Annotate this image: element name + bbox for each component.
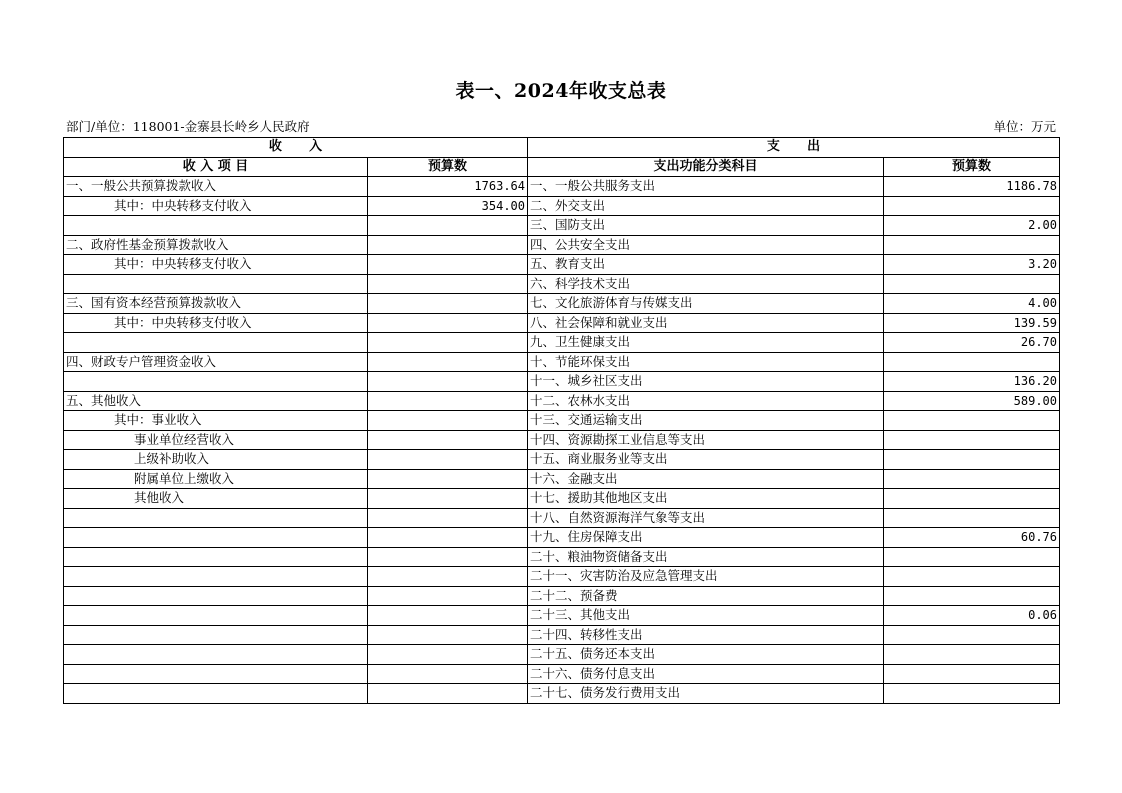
- expense-budget-header: 预算数: [884, 157, 1060, 177]
- table-row: [64, 255, 1060, 275]
- income-item-cell: [64, 606, 368, 626]
- income-item-cell: [64, 547, 368, 567]
- column-header-row: [64, 157, 1060, 177]
- expense-budget-cell: 26.70: [884, 333, 1060, 353]
- table-row: [64, 684, 1060, 704]
- expense-item-cell: 二十四、转移性支出: [528, 625, 884, 645]
- expense-item-cell: 十一、城乡社区支出: [528, 372, 884, 392]
- income-budget-cell: [368, 567, 528, 587]
- income-item-cell: [64, 528, 368, 548]
- income-budget-cell: [368, 625, 528, 645]
- table-row: [64, 567, 1060, 587]
- table-row: [64, 196, 1060, 216]
- expense-item-cell: 十六、金融支出: [528, 469, 884, 489]
- income-item-cell: [64, 274, 368, 294]
- expense-item-cell: 十三、交通运输支出: [528, 411, 884, 431]
- expense-item-cell: 九、卫生健康支出: [528, 333, 884, 353]
- expense-budget-cell: 3.20: [884, 255, 1060, 275]
- income-budget-cell: [368, 528, 528, 548]
- expense-budget-cell: [884, 489, 1060, 509]
- expense-item-cell: 十五、商业服务业等支出: [528, 450, 884, 470]
- expense-item-cell: 二十三、其他支出: [528, 606, 884, 626]
- income-item-cell: 其他收入: [64, 489, 368, 509]
- table-row: [64, 489, 1060, 509]
- income-budget-cell: [368, 216, 528, 236]
- income-item-cell: [64, 664, 368, 684]
- income-item-header: 收 入 项 目: [64, 157, 368, 177]
- table-row: [64, 645, 1060, 665]
- expense-budget-cell: [884, 567, 1060, 587]
- income-item-cell: [64, 216, 368, 236]
- expense-budget-cell: [884, 664, 1060, 684]
- expense-budget-cell: [884, 196, 1060, 216]
- income-item-cell: [64, 586, 368, 606]
- income-budget-cell: [368, 352, 528, 372]
- expense-item-cell: 二十六、债务付息支出: [528, 664, 884, 684]
- expense-item-cell: 十七、援助其他地区支出: [528, 489, 884, 509]
- expense-item-cell: 七、文化旅游体育与传媒支出: [528, 294, 884, 314]
- expense-budget-cell: [884, 625, 1060, 645]
- section-header-row: [64, 138, 1060, 158]
- income-item-cell: 事业单位经营收入: [64, 430, 368, 450]
- income-budget-cell: [368, 508, 528, 528]
- income-item-cell: [64, 625, 368, 645]
- expense-budget-cell: [884, 274, 1060, 294]
- table-row: [64, 625, 1060, 645]
- page-title: 表一、2024年收支总表: [455, 80, 667, 102]
- expense-budget-cell: 4.00: [884, 294, 1060, 314]
- income-budget-cell: [368, 411, 528, 431]
- income-item-cell: 三、国有资本经营预算拨款收入: [64, 294, 368, 314]
- expense-item-cell: 八、社会保障和就业支出: [528, 313, 884, 333]
- income-item-cell: [64, 372, 368, 392]
- income-budget-cell: [368, 606, 528, 626]
- table-row: [64, 294, 1060, 314]
- income-budget-cell: [368, 469, 528, 489]
- table-row: [64, 177, 1060, 197]
- expense-budget-cell: [884, 450, 1060, 470]
- table-row: [64, 508, 1060, 528]
- table-row: [64, 216, 1060, 236]
- income-item-cell: 上级补助收入: [64, 450, 368, 470]
- income-budget-cell: [368, 489, 528, 509]
- income-section-header: 收 入: [64, 138, 528, 158]
- expense-budget-cell: [884, 684, 1060, 704]
- income-budget-cell: [368, 313, 528, 333]
- income-item-cell: 其中：中央转移支付收入: [64, 255, 368, 275]
- expense-budget-cell: [884, 235, 1060, 255]
- income-budget-cell: [368, 645, 528, 665]
- expense-budget-cell: [884, 469, 1060, 489]
- income-item-cell: 其中：中央转移支付收入: [64, 313, 368, 333]
- income-item-cell: 附属单位上缴收入: [64, 469, 368, 489]
- expense-item-cell: 十二、农林水支出: [528, 391, 884, 411]
- expense-budget-cell: 2.00: [884, 216, 1060, 236]
- income-item-cell: [64, 567, 368, 587]
- expense-budget-cell: [884, 547, 1060, 567]
- expense-item-cell: 五、教育支出: [528, 255, 884, 275]
- income-item-cell: 四、财政专户管理资金收入: [64, 352, 368, 372]
- expense-item-cell: 十九、住房保障支出: [528, 528, 884, 548]
- expense-item-cell: 一、一般公共服务支出: [528, 177, 884, 197]
- income-item-cell: 二、政府性基金预算拨款收入: [64, 235, 368, 255]
- income-budget-cell: [368, 372, 528, 392]
- income-budget-cell: 1763.64: [368, 177, 528, 197]
- income-item-cell: [64, 333, 368, 353]
- income-budget-cell: [368, 294, 528, 314]
- expense-budget-cell: [884, 645, 1060, 665]
- income-item-cell: [64, 645, 368, 665]
- income-item-cell: 其中：中央转移支付收入: [64, 196, 368, 216]
- expense-item-cell: 十四、资源勘探工业信息等支出: [528, 430, 884, 450]
- income-item-cell: [64, 508, 368, 528]
- income-budget-cell: [368, 430, 528, 450]
- expense-budget-cell: [884, 352, 1060, 372]
- expense-item-header: 支出功能分类科目: [528, 157, 884, 177]
- expense-section-header: 支 出: [528, 138, 1060, 158]
- expense-item-cell: 二十五、债务还本支出: [528, 645, 884, 665]
- income-budget-cell: [368, 333, 528, 353]
- expense-item-cell: 三、国防支出: [528, 216, 884, 236]
- expense-item-cell: 十、节能环保支出: [528, 352, 884, 372]
- expense-budget-cell: 589.00: [884, 391, 1060, 411]
- table-row: [64, 430, 1060, 450]
- table-row: [64, 352, 1060, 372]
- expense-budget-cell: 139.59: [884, 313, 1060, 333]
- expense-budget-cell: 136.20: [884, 372, 1060, 392]
- expense-item-cell: 六、科学技术支出: [528, 274, 884, 294]
- expense-item-cell: 四、公共安全支出: [528, 235, 884, 255]
- table-row: [64, 586, 1060, 606]
- table-row: [64, 411, 1060, 431]
- income-item-cell: [64, 684, 368, 704]
- income-budget-cell: [368, 274, 528, 294]
- table-row: [64, 547, 1060, 567]
- expense-item-cell: 二十一、灾害防治及应急管理支出: [528, 567, 884, 587]
- income-budget-cell: [368, 391, 528, 411]
- budget-table: [63, 137, 1060, 704]
- expense-item-cell: 二十七、债务发行费用支出: [528, 684, 884, 704]
- table-row: [64, 274, 1060, 294]
- expense-budget-cell: [884, 508, 1060, 528]
- expense-budget-cell: [884, 430, 1060, 450]
- expense-budget-cell: 60.76: [884, 528, 1060, 548]
- table-row: [64, 313, 1060, 333]
- table-row: [64, 450, 1060, 470]
- income-budget-cell: [368, 547, 528, 567]
- expense-item-cell: 二十二、预备费: [528, 586, 884, 606]
- table-row: [64, 528, 1060, 548]
- income-item-cell: 一、一般公共预算拨款收入: [64, 177, 368, 197]
- income-budget-cell: [368, 235, 528, 255]
- table-row: [64, 606, 1060, 626]
- income-item-cell: 五、其他收入: [64, 391, 368, 411]
- table-row: [64, 664, 1060, 684]
- expense-item-cell: 二、外交支出: [528, 196, 884, 216]
- income-budget-cell: [368, 586, 528, 606]
- unit-label: 单位：万元: [993, 119, 1056, 134]
- expense-budget-cell: 1186.78: [884, 177, 1060, 197]
- income-budget-cell: 354.00: [368, 196, 528, 216]
- expense-budget-cell: 0.06: [884, 606, 1060, 626]
- income-budget-cell: [368, 664, 528, 684]
- income-budget-cell: [368, 450, 528, 470]
- income-budget-cell: [368, 255, 528, 275]
- income-budget-cell: [368, 684, 528, 704]
- table-row: [64, 469, 1060, 489]
- department-label: 部门/单位：118001-金寨县长岭乡人民政府: [66, 119, 310, 134]
- income-item-cell: 其中：事业收入: [64, 411, 368, 431]
- table-row: [64, 391, 1060, 411]
- expense-item-cell: 十八、自然资源海洋气象等支出: [528, 508, 884, 528]
- table-row: [64, 235, 1060, 255]
- expense-item-cell: 二十、粮油物资储备支出: [528, 547, 884, 567]
- table-row: [64, 372, 1060, 392]
- income-budget-header: 预算数: [368, 157, 528, 177]
- expense-budget-cell: [884, 411, 1060, 431]
- table-row: [64, 333, 1060, 353]
- expense-budget-cell: [884, 586, 1060, 606]
